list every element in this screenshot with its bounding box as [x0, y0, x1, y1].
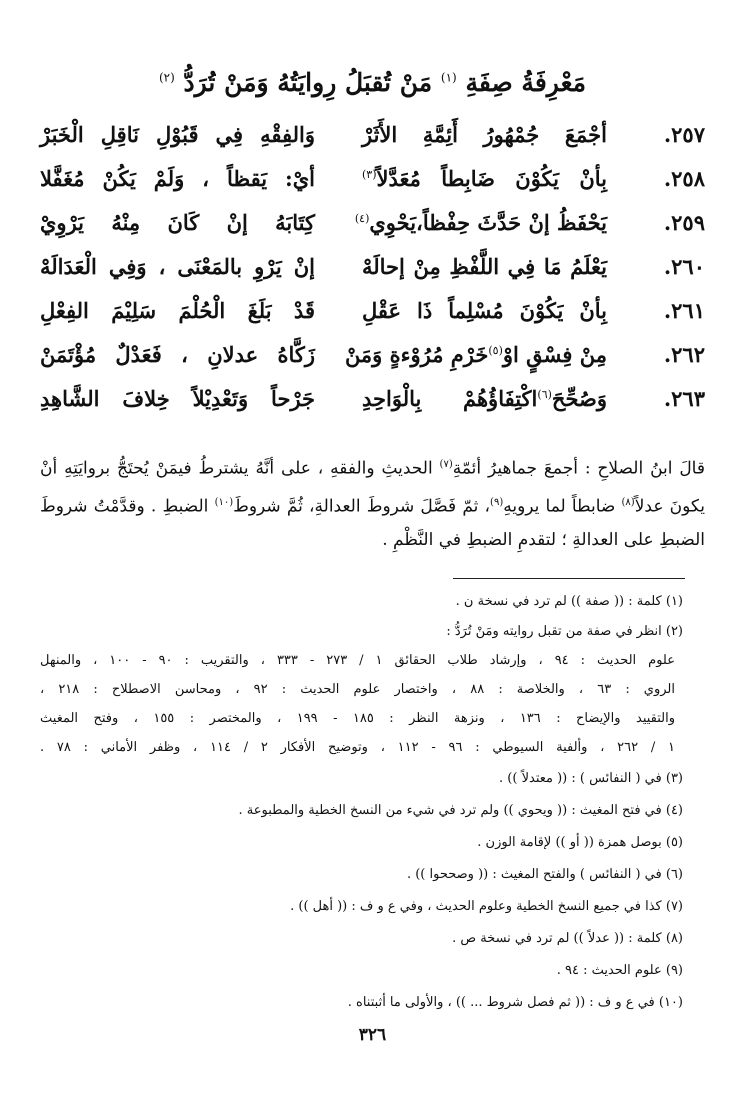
title-footnote-marker-2[interactable]: (٢) [158, 70, 175, 85]
verse-line [40, 210, 705, 250]
hemistich-text: مِنْ فِسْقٍ اوْ [502, 342, 607, 367]
footnote-marker[interactable]: (٧) [439, 459, 453, 470]
verse-second-hemistich: وَالفِقْهِ فِي قَبُوْلِ نَاقِلِ الْخَبَرْ [40, 122, 315, 147]
footnote-continuation: علوم الحديث : ٩٤ ، وإرشاد طلاب الحقائق ١ / ٢٧٣ - ٣٣٣ ، والتقريب : ٩٠ - ١٠٠ ، والمنهل [40, 653, 675, 668]
section-title [60, 68, 685, 97]
footnote-continuation: والتقييد والإيضاح : ١٣٦ ، ونزهة النظر : ١٨٥ - ١٩٩ ، والمختصر : ١٥٥ ، وفتح المغيث [40, 711, 676, 726]
title-text-end: مَنْ تُقبَلُ رِوايَتُهُ وَمَنْ تُرَدُّ [183, 68, 433, 97]
verse-first-hemistich: بِأنْ يَكُوْنَ مُسْلِماً ذَا عَقْلِ [362, 298, 607, 323]
footnote: (١٠) في ع و ف : (( ثم فصل شروط ... )) ، والأولى ما أثبتناه . [347, 995, 683, 1010]
footnote-marker[interactable]: (٥) [488, 344, 503, 357]
hemistich-text: خَرْمِ مُرُوْءةٍ وَمَنْ [344, 342, 489, 367]
commentary-segment: ، ثمّ فَصَّلَ شروطَ العدالةِ، ثُمَّ شروطَ [233, 496, 491, 517]
verse-number: ٢٦٣. [663, 386, 705, 411]
footnote-marker[interactable]: (٨) [621, 496, 635, 508]
verse-line [40, 298, 705, 338]
verse-number: ٢٦١. [663, 298, 705, 323]
verse-first-hemistich [344, 342, 607, 367]
footnote: (٤) في فتح المغيث : (( ويحوي )) ولم ترد في شيء من النسخ الخطية والمطبوعة . [238, 803, 683, 818]
commentary-segment: ضابطاً لما يرويهِ [503, 496, 616, 517]
footnote: (٢) انظر في صفة من تقبل روايته ومَنْ تُرَدُّ : [446, 624, 683, 639]
verse-second-hemistich: قَدْ بَلَغَ الْحُلْمَ سَلِيْمَ الفِعْلِ [40, 298, 315, 323]
footnote: (٩) علوم الحديث : ٩٤ . [556, 963, 683, 978]
verse-second-hemistich: زَكَّاهُ عدلانِ ، فَعَدْلٌ مُؤْتَمَنْ [40, 342, 315, 367]
footnote-divider [453, 578, 685, 579]
footnote-marker[interactable]: (٤) [354, 212, 370, 225]
verse-second-hemistich: كِتَابَهُ إنْ كَانَ مِنْهُ يَرْوِيْ [40, 210, 315, 235]
footnote: (٥) بوصل همزة (( أو )) لإقامة الوزن . [477, 835, 683, 850]
footnote: (٨) كلمة : (( عدلاً )) لم ترد في نسخة ص . [452, 931, 683, 946]
footnote: (١) كلمة : (( صفة )) لم ترد في نسخة ن . [455, 594, 683, 609]
verse-first-hemistich: أجْمَعَ جُمْهُورُ أَئِمَّةِ الأَثَرْ [362, 122, 607, 147]
verse-line [40, 122, 705, 162]
verse-first-hemistich: يَعْلَمُ مَا فِي اللَّفْظِ مِنْ إحالَهْ [362, 254, 607, 279]
footnote-continuation: ١ / ٢٦٢ ، وألفية السيوطي : ٩٦ - ١١٢ ، وتوضيح الأفكار ٢ / ١١٤ ، وظفر الأماني : ٧٨ . [40, 740, 675, 755]
hemistich-text: وَصُحِّحَ [551, 386, 607, 411]
verse-second-hemistich: جَرْحاً وَتَعْدِيْلاً خِلافَ الشَّاهِدِ [40, 386, 315, 411]
footnote-marker[interactable]: (١٠) [214, 496, 234, 508]
verse-first-hemistich [362, 386, 607, 411]
verse-line [40, 166, 705, 206]
verse-number: ٢٦٢. [663, 342, 705, 367]
footnote-marker[interactable]: (٩) [490, 496, 504, 508]
verse-first-hemistich [362, 166, 607, 191]
footnote-marker[interactable]: (٦) [537, 388, 552, 401]
commentary-text [40, 448, 705, 557]
verse-line [40, 386, 705, 426]
hemistich-text: اكْتِفَاؤُهُمْ بِالْوَاحِدِ [362, 386, 538, 411]
commentary-segment: الضبطِ . وقدَّمْتُ شروطَ الضبطِ على العدالةِ ؛ لتقدمِ الضبطِ في النَّظْمِ . [40, 496, 705, 551]
title-text-start: مَعْرِفَةُ صِفَةِ [465, 68, 587, 97]
title-footnote-marker-1[interactable]: (١) [440, 70, 457, 85]
hemistich-text: بِأنْ يَكُوْنَ ضَابِطاً مُعَدَّلاً [376, 166, 607, 191]
footnote: (٣) في ( النفائس ) : (( معتدلاً )) . [499, 771, 683, 786]
verse-first-hemistich [354, 210, 607, 235]
verse-second-hemistich: أيْ: يَقظاً ، وَلَمْ يَكُنْ مُغَفَّلا [40, 166, 315, 191]
footnote: (٧) كذا في جميع النسخ الخطية وعلوم الحديث ، وفي ع و ف : (( أهل )) . [290, 899, 683, 914]
footnote-continuation: الروي : ٦٣ ، والخلاصة : ٨٨ ، واختصار علوم الحديث : ٩٢ ، ومحاسن الاصطلاح : ٢١٨ ، [40, 682, 676, 697]
commentary-segment: قالَ ابنُ الصلاحِ : أجمعَ جماهيرُ أئمّةِ [452, 458, 705, 479]
verse-line [40, 342, 705, 382]
commentary-segment: الحديثِ والفقهِ ، على أنَّهُ يشترطُ فيمَنْ يُحتَجُّ بروايَتِهِ أنْ يكونَ عدلاً [40, 458, 706, 517]
hemistich-text: يَحْفَظُ إنْ حَدَّثَ حِفْظاً،يَحْوِي [369, 210, 607, 235]
commentary-paragraph [40, 448, 705, 557]
page-number: ٣٢٦ [358, 1025, 387, 1045]
verse-number: ٢٦٠. [663, 254, 705, 279]
footnote-marker[interactable]: (٣) [362, 168, 377, 181]
verse-line [40, 254, 705, 294]
verse-second-hemistich: إنْ يَرْوِ بالمَعْنَى ، وَفِي الْعَدَالَهْ [40, 254, 315, 279]
verse-number: ٢٥٩. [663, 210, 705, 235]
footnote: (٦) في ( النفائس ) والفتح المغيث : (( وصححوا )) . [406, 867, 683, 882]
verse-number: ٢٥٨. [663, 166, 705, 191]
verse-number: ٢٥٧. [663, 122, 705, 147]
